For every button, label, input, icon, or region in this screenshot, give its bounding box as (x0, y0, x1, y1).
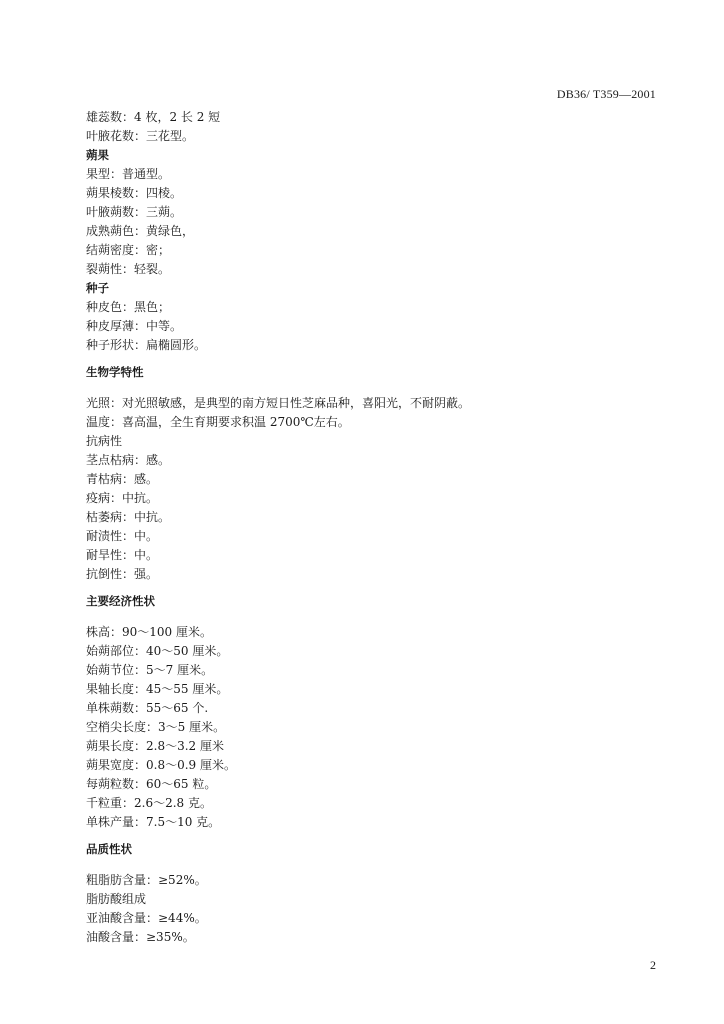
text-line: 单株蒴数：55～65 个. (86, 701, 209, 715)
text-line: 蒴果长度：2.8～3.2 厘米 (86, 739, 224, 753)
text-line: 结蒴密度：密； (86, 243, 171, 257)
text-line: 粗脂肪含量：≥52%。 (86, 873, 207, 887)
text-line: 雄蕊数：4 枚，2 长 2 短 (86, 110, 221, 124)
text-line: 光照：对光照敏感，是典型的南方短日性芝麻品种，喜阳光，不耐阴蔽。 (86, 396, 471, 410)
text-line: 每蒴粒数：60～65 粒。 (86, 777, 217, 791)
document-code: DB36/ T359—2001 (556, 87, 656, 101)
text-line: 茎点枯病：感。 (86, 453, 171, 467)
text-line: 成熟蒴色：黄绿色， (86, 224, 195, 238)
text-line: 始蒴部位：40～50 厘米。 (86, 644, 229, 658)
subheading-capsule: 蒴果 (86, 148, 109, 162)
subheading-seed: 种子 (86, 281, 109, 295)
text-line: 种皮色：黑色； (86, 300, 171, 314)
text-line: 枯萎病：中抗。 (86, 510, 171, 524)
document-body (86, 108, 666, 947)
text-line: 脂肪酸组成 (86, 892, 147, 906)
text-line: 亚油酸含量：≥44%。 (86, 911, 207, 925)
page-number: 2 (650, 958, 656, 972)
section-title-biological: 生物学特性 (86, 365, 144, 379)
text-line: 蒴果棱数：四棱。 (86, 186, 183, 200)
text-line: 空梢尖长度：3～5 厘米。 (86, 720, 226, 734)
text-line: 始蒴节位：5～7 厘米。 (86, 663, 214, 677)
text-line: 叶腋蒴数：三蒴。 (86, 205, 183, 219)
text-line: 株高：90～100 厘米。 (86, 625, 212, 639)
text-line: 千粒重：2.6～2.8 克。 (86, 796, 212, 810)
text-line: 抗病性 (86, 434, 123, 448)
text-line: 种皮厚薄：中等。 (86, 319, 183, 333)
text-line: 温度：喜高温，全生育期要求积温 2700℃左右。 (86, 415, 350, 429)
text-line: 叶腋花数：三花型。 (86, 129, 195, 143)
text-line: 裂蒴性：轻裂。 (86, 262, 171, 276)
text-line: 油酸含量：≥35%。 (86, 930, 195, 944)
text-line: 抗倒性：强。 (86, 567, 159, 581)
section-title-quality: 品质性状 (86, 842, 132, 856)
text-line: 青枯病：感。 (86, 472, 159, 486)
text-line: 蒴果宽度：0.8～0.9 厘米。 (86, 758, 236, 772)
text-line: 疫病：中抗。 (86, 491, 159, 505)
section-title-economic: 主要经济性状 (86, 594, 155, 608)
text-line: 种子形状：扁椭圆形。 (86, 338, 207, 352)
text-line: 果型：普通型。 (86, 167, 171, 181)
text-line: 耐旱性：中。 (86, 548, 159, 562)
text-line: 果轴长度：45～55 厘米。 (86, 682, 229, 696)
text-line: 单株产量：7.5～10 克。 (86, 815, 221, 829)
text-line: 耐渍性：中。 (86, 529, 159, 543)
